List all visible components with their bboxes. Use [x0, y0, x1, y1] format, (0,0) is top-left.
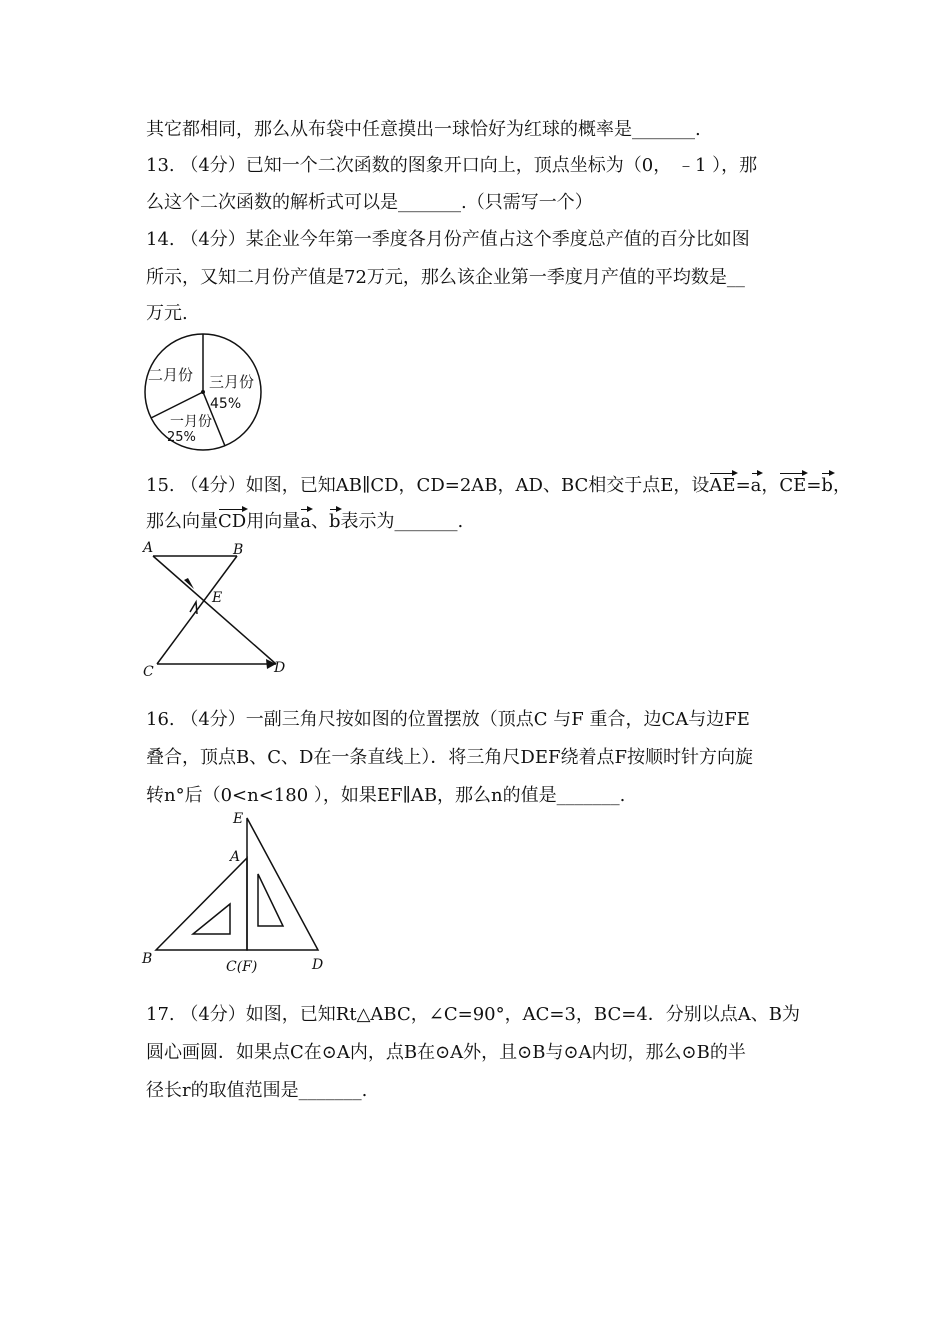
vector-b: b [821, 475, 833, 496]
question-14-line-3: 万元. [146, 303, 188, 324]
label-a: A [143, 540, 154, 556]
q15-eq-1: = [735, 475, 751, 496]
question-17-line-3: 径长r的取值范围是_______. [146, 1080, 368, 1101]
label-e: E [212, 590, 223, 606]
triangle-def-inner [258, 874, 283, 926]
q15-sep-2: 、 [310, 511, 329, 532]
pie-chart-figure [140, 330, 270, 455]
pie-center [201, 390, 205, 394]
question-17-line-2: 圆心画圆．如果点C在⊙A内，点B在⊙A外，且⊙B与⊙A内切，那么⊙B的半 [146, 1042, 746, 1063]
vector-cd: CD [218, 511, 247, 532]
question-14-line-2: 所示，又知二月份产值是72万元，那么该企业第一季度月产值的平均数是__ [146, 267, 745, 288]
question-13-line-1: 13. （4分）已知一个二次函数的图象开口向上，顶点坐标为（0， ﹣1 ），那 [146, 155, 758, 176]
text-line-q12-end: 其它都相同，那么从布袋中任意摸出一球恰好为红球的概率是_______. [146, 119, 701, 140]
label-cf: C(F) [226, 959, 258, 975]
question-14-line-1: 14. （4分）某企业今年第一季度各月份产值占这个季度总产值的百分比如图 [146, 229, 750, 250]
triangle-abc [156, 858, 247, 950]
q15-end-1: ， [832, 475, 851, 496]
vector-ce: CE [779, 475, 807, 496]
pie-label-jan: 一月份 [170, 414, 212, 430]
question-16-line-1: 16. （4分）一副三角尺按如图的位置摆放（顶点C 与F 重合，边CA与边FE [146, 709, 750, 730]
q15-text-pre-2: 那么向量 [146, 511, 218, 532]
question-15-line-1 [146, 474, 851, 498]
label-a: A [230, 849, 241, 865]
q15-text-pre: 15. （4分）如图，已知AB∥CD，CD=2AB，AD、BC相交于点E，设 [146, 475, 710, 496]
question-16-line-3: 转n°后（0<n<180 ），如果EF∥AB，那么n的值是_______. [146, 785, 626, 806]
label-d: D [274, 660, 286, 676]
vector-b-2: b [328, 511, 341, 532]
pie-label-feb: 二月份 [148, 366, 194, 384]
vector-a-2: a [300, 511, 311, 532]
figure-16-triangle-rulers [140, 808, 340, 978]
vector-a: a [750, 475, 762, 496]
figure-15-hourglass [140, 538, 300, 680]
question-16-line-2: 叠合，顶点B、C、D在一条直线上）．将三角尺DEF绕着点F按顺时针方向旋 [146, 747, 753, 768]
question-17-line-1: 17. （4分）如图，已知Rt△ABC，∠C=90°，AC=3，BC=4．分别以点A、B为 [146, 1004, 801, 1025]
q15-text-mid: 用向量 [246, 511, 301, 532]
pie-label-jan-pct: 25% [167, 430, 196, 445]
pie-label-mar: 三月份 [209, 373, 255, 391]
segment-ad [153, 556, 276, 664]
q15-sep: ， [761, 475, 780, 496]
label-b: B [233, 542, 244, 558]
label-c: C [143, 664, 154, 680]
question-15-line-2 [146, 510, 463, 534]
pie-label-mar-pct: 45% [210, 396, 242, 412]
label-e: E [233, 811, 244, 827]
vector-ae: AE [709, 475, 736, 496]
triangle-abc-inner [193, 904, 230, 934]
question-13-line-2: 么这个二次函数的解析式可以是_______.（只需写一个） [146, 192, 593, 213]
q15-eq-2: = [806, 475, 822, 496]
q15-text-end: 表示为_______. [340, 511, 464, 532]
label-b: B [142, 951, 153, 967]
label-d: D [312, 957, 324, 973]
